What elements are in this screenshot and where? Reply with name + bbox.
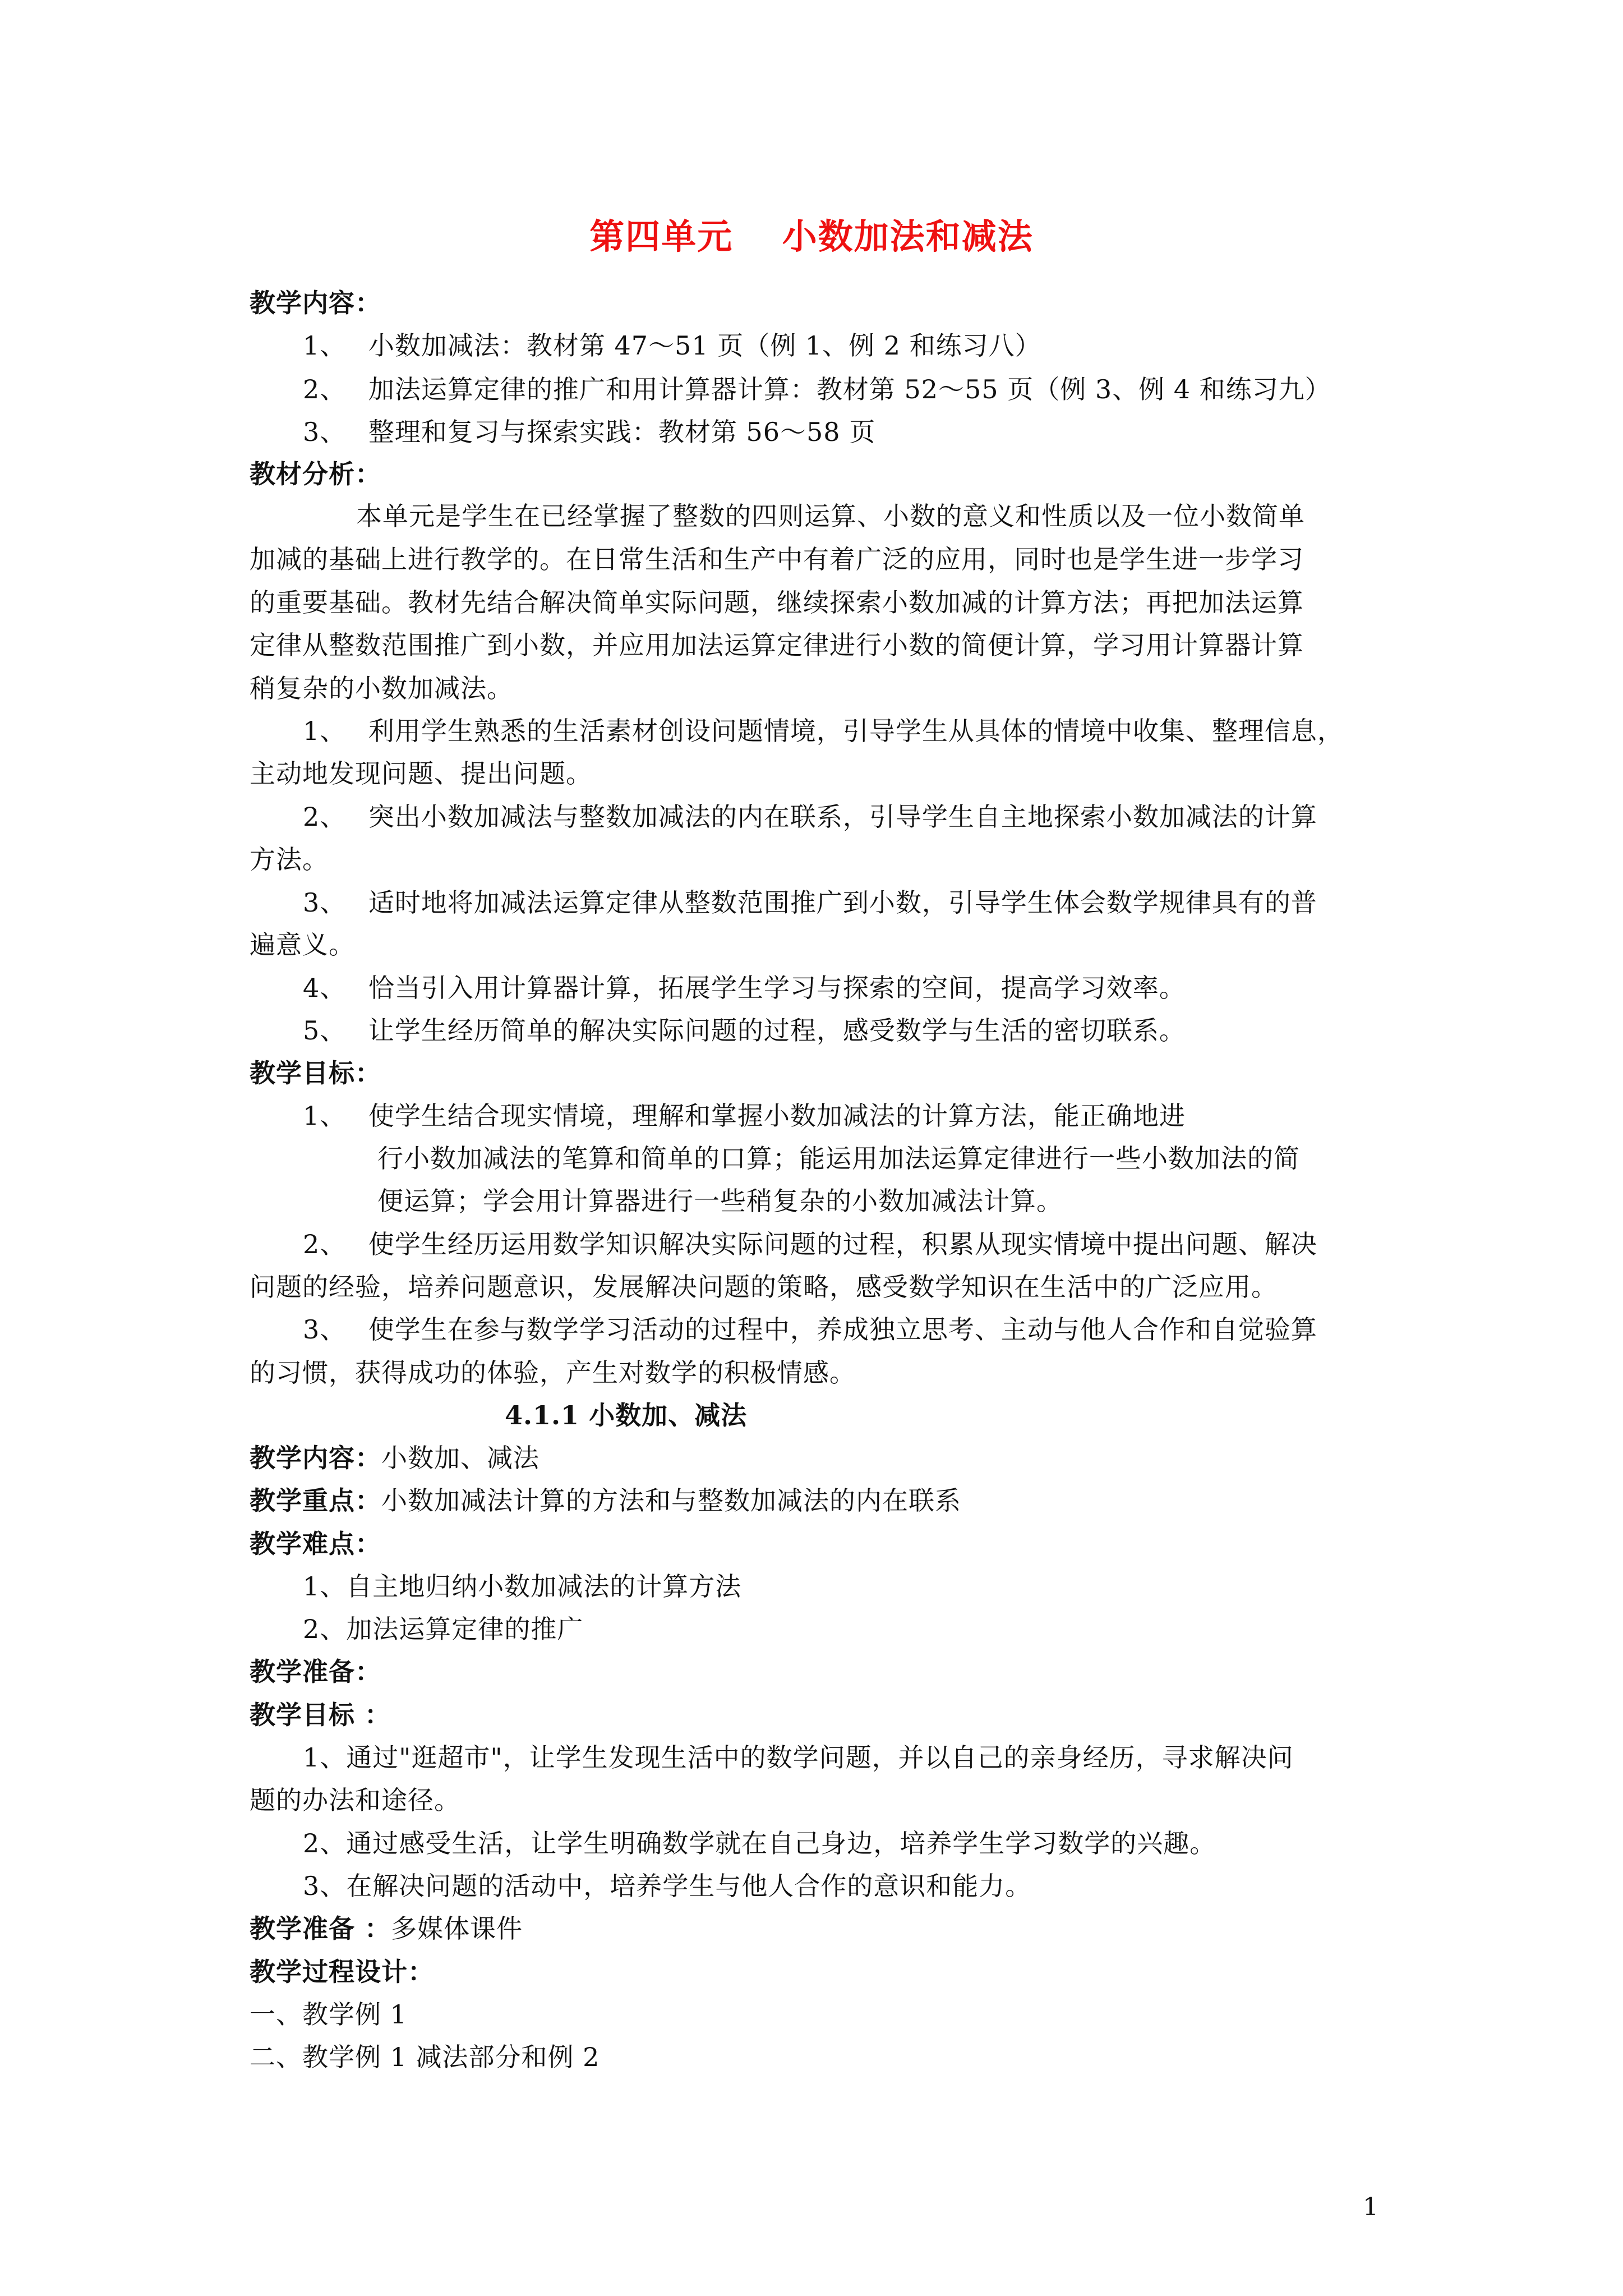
text-line: 教学准备： — [250, 1657, 381, 1687]
line-heading: 教学准备 ： — [250, 1913, 391, 1944]
text-line: 教材分析： — [250, 459, 381, 489]
text-line: 3、 使学生在参与数学学习活动的过程中，养成独立思考、主动与他人合作和自觉验算 — [303, 1314, 1317, 1345]
text-line: 加减的基础上进行教学的。在日常生活和生产中有着广泛的应用，同时也是学生进一步学习 — [250, 544, 1304, 574]
text-line: 方法。 — [250, 844, 329, 875]
text-line: 3、在解决问题的活动中，培养学生与他人合作的意识和能力。 — [303, 1871, 1032, 1901]
text-line: 一、教学例 1 — [250, 1999, 407, 2030]
text-line: 本单元是学生在已经掌握了整数的四则运算、小数的意义和性质以及一位小数简单 — [356, 501, 1305, 531]
text-line: 稍复杂的小数加减法。 — [250, 673, 513, 703]
line-content: 多媒体课件 — [391, 1913, 523, 1944]
text-line: 定律从整数范围推广到小数，并应用加法运算定律进行小数的简便计算，学习用计算器计算 — [250, 630, 1304, 660]
text-line: 2、通过感受生活，让学生明确数学就在自己身边，培养学生学习数学的兴趣。 — [303, 1828, 1216, 1858]
page-number: 1 — [1363, 2193, 1378, 2221]
text-line: 2、 使学生经历运用数学知识解决实际问题的过程，积累从现实情境中提出问题、解决 — [303, 1229, 1317, 1259]
text-line: 2、加法运算定律的推广 — [303, 1614, 584, 1644]
text-line: 行小数加减法的笔算和简单的口算；能运用加法运算定律进行一些小数加法的简 — [377, 1143, 1300, 1174]
text-line: 1、自主地归纳小数加减法的计算方法 — [303, 1571, 742, 1602]
text-line: 3、 适时地将加减法运算定律从整数范围推广到小数，引导学生体会数学规律具有的普 — [303, 887, 1317, 918]
text-line: 的习惯，获得成功的体验，产生对数学的积极情感。 — [250, 1358, 856, 1388]
text-line: 1、 利用学生熟悉的生活素材创设问题情境，引导学生从具体的情境中收集、整理信息， — [303, 716, 1344, 746]
text-line — [250, 1912, 523, 1945]
text-line: 二、教学例 1 减法部分和例 2 — [250, 2042, 600, 2072]
text-line: 2、 突出小数加减法与整数加减法的内在联系，引导学生自主地探索小数加减法的计算 — [303, 802, 1317, 832]
text-line: 4、 恰当引入用计算器计算，拓展学生学习与探索的空间，提高学习效率。 — [303, 973, 1186, 1003]
text-line: 1、 使学生结合现实情境，理解和掌握小数加减法的计算方法，能正确地进 — [303, 1101, 1186, 1131]
text-line — [250, 1484, 961, 1517]
line-content: 小数加、减法 — [381, 1443, 540, 1473]
text-line: 教学内容： — [250, 288, 381, 318]
text-line: 主动地发现问题、提出问题。 — [250, 758, 592, 789]
text-line: 教学过程设计： — [250, 1957, 434, 1987]
text-line: 问题的经验，培养问题意识，发展解决问题的策略，感受数学知识在生活中的广泛应用。 — [250, 1272, 1278, 1302]
text-line: 的重要基础。教材先结合解决简单实际问题，继续探索小数加减的计算方法；再把加法运算 — [250, 587, 1304, 618]
text-line: 便运算；学会用计算器进行一些稍复杂的小数加减法计算。 — [377, 1186, 1063, 1216]
text-line: 4.1.1 小数加、减法 — [505, 1400, 748, 1430]
text-line — [250, 1442, 540, 1474]
text-line: 2、 加法运算定律的推广和用计算器计算：教材第 52～55 页（例 3、例 4 和练习九） — [303, 374, 1331, 404]
document-title: 第四单元 小数加法和减法 — [589, 216, 1034, 257]
text-line: 3、 整理和复习与探索实践：教材第 56～58 页 — [303, 417, 876, 447]
text-line: 1、 小数加减法：教材第 47～51 页（例 1、例 2 和练习八） — [303, 330, 1041, 361]
line-heading: 教学重点： — [250, 1485, 381, 1516]
text-line: 遍意义。 — [250, 930, 355, 960]
line-content: 小数加减法计算的方法和与整数加减法的内在联系 — [381, 1485, 961, 1516]
text-line: 5、 让学生经历简单的解决实际问题的过程，感受数学与生活的密切联系。 — [303, 1015, 1186, 1046]
text-line: 教学目标 ： — [250, 1700, 391, 1730]
text-line: 教学难点： — [250, 1529, 381, 1559]
line-heading: 教学内容： — [250, 1443, 381, 1473]
text-line: 题的办法和途径。 — [250, 1785, 460, 1815]
text-line: 教学目标： — [250, 1058, 381, 1088]
text-line: 1、通过"逛超市"，让学生发现生活中的数学问题，并以自己的亲身经历，寻求解决问 — [303, 1742, 1294, 1773]
